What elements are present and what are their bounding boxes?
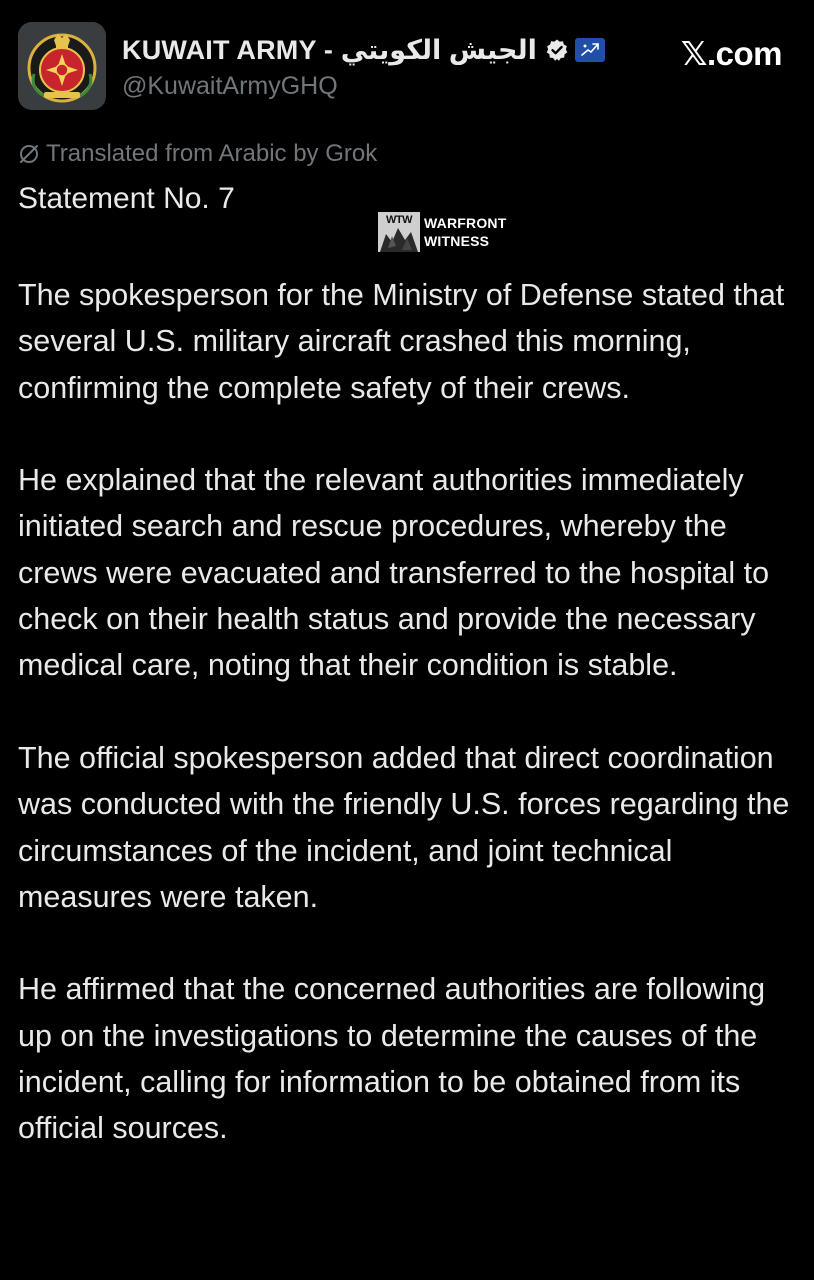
- warfront-witness-watermark: [378, 212, 506, 252]
- watermark-line-1: WARFRONT: [424, 215, 507, 231]
- watermark-badge-text: WTW: [386, 214, 412, 226]
- translation-note-text: Translated from Arabic by Grok: [46, 140, 378, 167]
- post-paragraph-4: He affirmed that the concerned authorities are following up on the investigations to determine the causes of the incident, calling for information to be obtained from its official sources.: [18, 972, 766, 1146]
- kuwait-army-emblem-icon: [18, 22, 106, 110]
- verified-badge-icon: [545, 38, 569, 62]
- post-paragraph-1: The spokesperson for the Ministry of Defense stated that several U.S. military aircraft crashed this morning, confirming the complete safety of their crews.: [18, 278, 785, 405]
- translation-note[interactable]: [18, 140, 377, 168]
- post-paragraph-3: The official spokesperson added that direct coordination was conducted with the friendly U.S. forces regarding the circumstances of the incident, and joint technical measures were taken.: [18, 740, 790, 914]
- display-name[interactable]: KUWAIT ARMY - الجيش الكويتي: [122, 34, 537, 65]
- post-header: [18, 22, 796, 114]
- post-body: [18, 272, 800, 1198]
- watermark-logo: [378, 212, 420, 252]
- post-title: Statement No. 7: [18, 182, 235, 215]
- avatar[interactable]: [18, 22, 106, 110]
- grok-icon: [18, 143, 40, 165]
- x-com-logo: 𝕏.com: [680, 35, 782, 72]
- account-handle[interactable]: @KuwaitArmyGHQ: [122, 72, 338, 100]
- watermark-line-2: WITNESS: [424, 233, 490, 249]
- affiliation-badge-icon[interactable]: [575, 38, 605, 62]
- watermark-text: [424, 214, 506, 250]
- post-paragraph-2: He explained that the relevant authorities immediately initiated search and rescue procedures, whereby the crews were evacuated and transferred to the hospital to check on their health status and provide the necessary medical care, noting that their condition is stable.: [18, 463, 770, 683]
- account-name-row: [122, 32, 605, 68]
